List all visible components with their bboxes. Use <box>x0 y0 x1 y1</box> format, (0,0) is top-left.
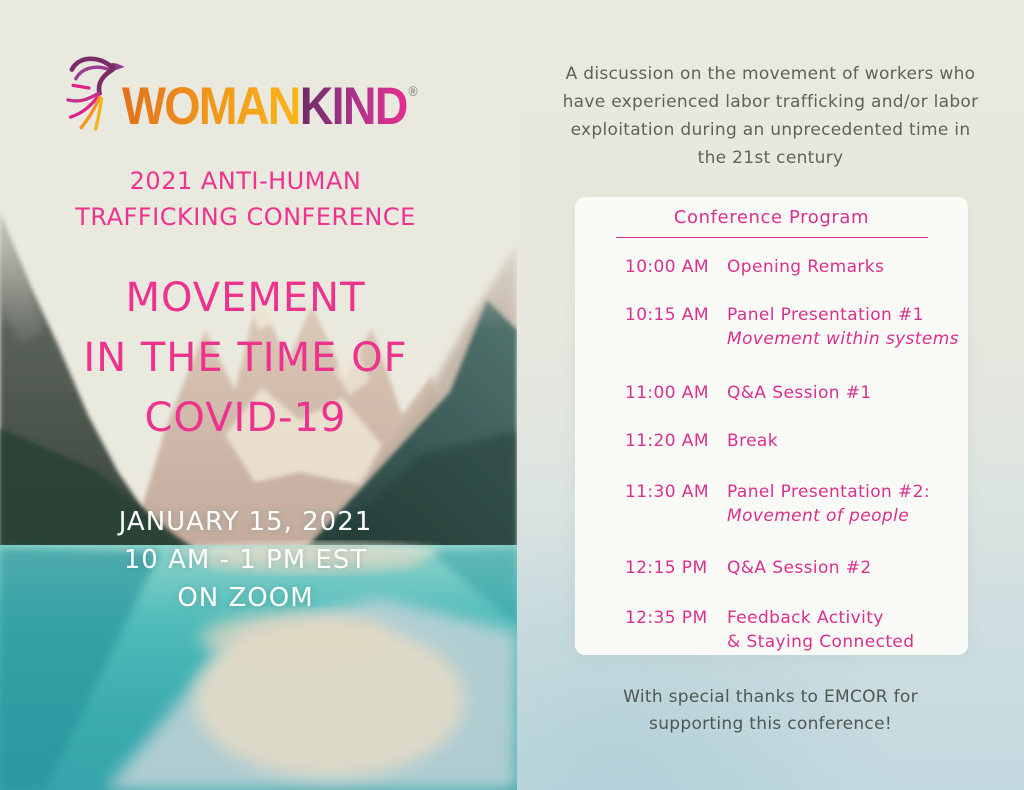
thanks-line-1: With special thanks to EMCOR for <box>623 687 918 707</box>
program-session: Feedback Activity <box>727 608 884 628</box>
conference-description <box>545 60 996 172</box>
program-card <box>575 197 968 655</box>
program-time: 12:35 PM <box>625 608 708 628</box>
womankind-logo <box>0 52 517 146</box>
program-session: Panel Presentation #2: <box>727 482 931 502</box>
program-time: 12:15 PM <box>625 558 708 578</box>
thanks-line-2: supporting this conference! <box>649 714 892 734</box>
event-date: JANUARY 15, 2021 <box>118 507 373 537</box>
description-line-4: the 21st century <box>697 148 844 168</box>
title-line-3: COVID-19 <box>144 395 347 441</box>
title-line-2: IN THE TIME OF <box>83 335 408 381</box>
program-time: 11:00 AM <box>625 383 709 403</box>
subtitle-line-2: TRAFFICKING CONFERENCE <box>75 203 416 231</box>
program-session: Q&A Session #1 <box>727 383 872 403</box>
program-row <box>575 304 968 352</box>
program-row <box>575 557 968 580</box>
sponsor-thanks <box>560 684 981 738</box>
program-time: 10:00 AM <box>625 257 709 277</box>
program-title-underline <box>616 237 928 238</box>
program-session: Q&A Session #2 <box>727 558 872 578</box>
registered-trademark-symbol: ® <box>408 83 418 99</box>
program-row <box>575 382 968 405</box>
program-session: Opening Remarks <box>727 257 885 277</box>
conference-title <box>0 268 491 448</box>
program-session-subtitle: Movement within systems <box>727 329 959 349</box>
description-line-2: have experienced labor trafficking and/or labor <box>562 92 979 112</box>
subtitle-line-1: 2021 ANTI-HUMAN <box>129 167 362 195</box>
conference-subtitle <box>0 163 491 235</box>
event-datetime <box>0 503 491 617</box>
phoenix-bird-icon <box>60 46 126 138</box>
program-time: 11:20 AM <box>625 431 709 451</box>
program-row <box>575 256 968 279</box>
program-session-continuation: & Staying Connected <box>727 632 915 652</box>
program-row <box>575 430 968 453</box>
event-time: 10 AM - 1 PM EST <box>123 545 368 575</box>
right-info-panel <box>517 0 1024 790</box>
program-time: 10:15 AM <box>625 305 709 325</box>
logo-woman-text: WOMAN <box>121 77 300 136</box>
logo-kind-text: KIND <box>299 77 407 136</box>
logo-wordmark <box>122 52 418 146</box>
description-line-3: exploitation during an unprecedented time in <box>570 120 971 140</box>
program-session: Panel Presentation #1 <box>727 305 924 325</box>
program-session: Break <box>727 431 778 451</box>
title-line-1: MOVEMENT <box>125 275 366 321</box>
program-title: Conference Program <box>673 207 870 228</box>
program-time: 11:30 AM <box>625 482 709 502</box>
program-session-subtitle: Movement of people <box>727 506 910 526</box>
program-row <box>575 607 968 655</box>
program-row <box>575 481 968 529</box>
description-line-1: A discussion on the movement of workers who <box>565 64 976 84</box>
event-platform: ON ZOOM <box>177 583 314 613</box>
